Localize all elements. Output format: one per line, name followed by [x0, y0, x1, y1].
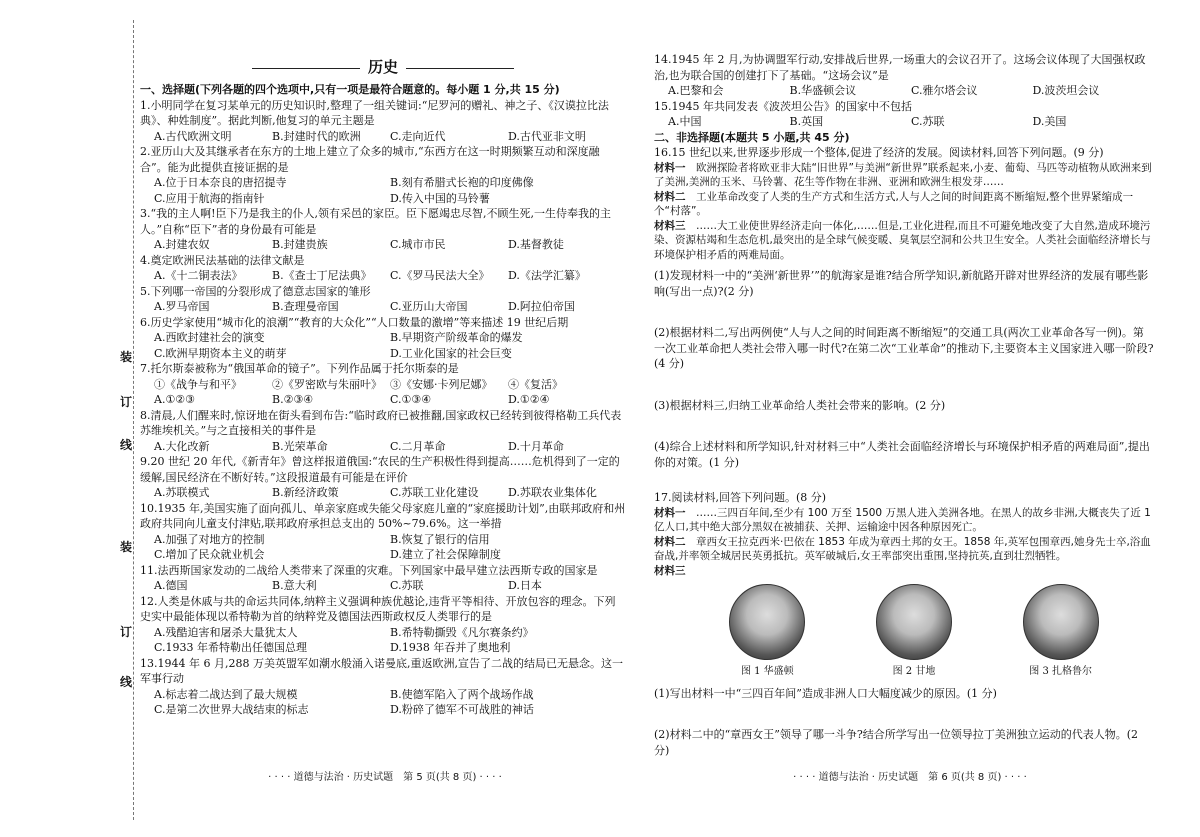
option-b[interactable]: B.查理曼帝国 — [272, 300, 339, 313]
option-b[interactable]: B.英国 — [789, 115, 824, 128]
option-b[interactable]: B.意大利 — [272, 579, 317, 592]
question-stem: 8.清晨,人们醒来时,惊讶地在街头看到布告:“临时政府已被推翻,国家政权已经转到彼得格勒工兵代表苏维埃机关。”与之直接相关的事件是 — [140, 408, 622, 437]
option-d[interactable]: D.波茨坦会议 — [1032, 84, 1100, 97]
binding-char: 线 — [119, 675, 132, 689]
option-d[interactable]: D.基督教徒 — [508, 238, 564, 251]
work-item: ④《复活》 — [508, 377, 563, 391]
option-b[interactable]: B.希特勒撕毁《凡尔赛条约》 — [390, 625, 534, 639]
sub-question: (2)材料二中的“章西女王”领导了哪一斗争?结合所学写出一位领导拉丁美洲独立运动的代表人物。(2 分) — [654, 728, 1139, 757]
question-stem: 14.1945 年 2 月,为协调盟军行动,安排战后世界,一场重大的会议召开了。这场会议体现了大国强权政治,也为联合国的创建打下了基础。“这场会议”是 — [654, 53, 1146, 82]
work-item: ②《罗密欧与朱丽叶》 — [272, 377, 382, 391]
material — [654, 190, 1154, 219]
option-b[interactable]: B.《查士丁尼法典》 — [272, 269, 372, 282]
page-footer: · · · · 道德与法治 · 历史试题 第 6 页(共 8 页) · · · · — [793, 772, 1027, 783]
material-label: 材料二 — [654, 535, 686, 548]
option-list — [654, 83, 1154, 99]
question-item — [140, 594, 626, 656]
option-list — [140, 299, 626, 315]
option-d[interactable]: D.粉碎了德军不可战胜的神话 — [390, 703, 534, 716]
question-stem: 6.历史学家使用“城市化的浪潮”“教育的大众化”“人口数量的激增”等来描述 19 世纪后期 — [140, 315, 569, 329]
question-16 — [654, 145, 1154, 470]
question-list — [654, 52, 1154, 130]
option-list — [140, 687, 626, 718]
question-item — [140, 454, 626, 501]
material — [654, 535, 1154, 564]
sub-question: (1)写出材料一中“三四百年间”造成非洲人口大幅度减少的原因。(1 分) — [654, 686, 997, 700]
title-rule — [406, 68, 514, 69]
option-list — [140, 485, 626, 501]
question-stem: 12.人类是休戚与共的命运共同体,纳粹主义强调种族优越论,违背平等相待、开放包容的理念。下列史实中最能体现以希特勒为首的纳粹党及德国法西斯政权反人类罪行的是 — [140, 594, 616, 623]
option-a[interactable]: A.苏联模式 — [154, 486, 210, 499]
option-d[interactable]: D.工业化国家的社会巨变 — [390, 346, 512, 360]
option-d[interactable]: D.十月革命 — [508, 439, 564, 453]
option-c[interactable]: C.1933 年希特勒出任德国总理 — [154, 641, 308, 654]
option-b[interactable]: B.华盛顿会议 — [789, 84, 857, 97]
question-stem: 4.奠定欧洲民法基础的法律文献是 — [140, 253, 305, 267]
question-item — [140, 144, 626, 206]
portrait-row — [654, 578, 1154, 680]
question-stem: 7.托尔斯泰被称为“俄国革命的镜子”。下列作品属于托尔斯泰的是 — [140, 362, 459, 375]
option-list — [140, 532, 626, 563]
option-c[interactable]: C.《罗马民法大全》 — [390, 269, 490, 282]
option-a[interactable]: A.①②③ — [154, 393, 196, 406]
material-text: ……三四百年间,至少有 100 万至 1500 万黑人进入美洲各地。在黑人的故乡非洲,大概丧失了近 1 亿人口,其中绝大部分黑奴在被捕获、关押、运输途中因各种原因死亡。 — [654, 506, 1151, 533]
portrait-caption: 图 2 甘地 — [892, 666, 936, 677]
question-item — [140, 253, 626, 284]
title-row — [140, 58, 626, 78]
question-item — [140, 361, 626, 408]
option-c[interactable]: C.是第二次世界大战结束的标志 — [154, 703, 309, 716]
page-footer: · · · · 道德与法治 · 历史试题 第 5 页(共 8 页) · · · · — [268, 772, 502, 783]
option-b[interactable]: B.光荣革命 — [272, 439, 328, 453]
option-a[interactable]: A.封建农奴 — [154, 238, 210, 251]
option-a[interactable]: A.古代欧洲文明 — [154, 129, 232, 143]
option-c[interactable]: C.①③④ — [390, 393, 432, 406]
portrait-gandhi — [854, 584, 974, 680]
portrait-washington — [707, 584, 827, 680]
question-stem: 3.“我的主人啊!臣下乃是我主的仆人,领有采邑的家臣。臣下愿竭忠尽智,不顾生死,一生侍奉我的主人。”自称“臣下”者的身份最有可能是 — [140, 207, 612, 236]
option-list — [140, 129, 626, 145]
option-a[interactable]: A.德国 — [154, 579, 188, 592]
question-stem: 5.下列哪一帝国的分裂形成了德意志国家的雏形 — [140, 284, 371, 298]
option-c[interactable]: C.亚历山大帝国 — [390, 300, 468, 313]
material-label: 材料三 — [654, 564, 686, 577]
question-stem: 9.20 世纪 20 年代,《新青年》曾这样报道俄国:“农民的生产积极性得到提高……危机得到了一定的缓解,国民经济在不断好转。”这段报道最有可能是在评价 — [140, 455, 620, 484]
option-list — [140, 625, 626, 656]
sub-question: (2)根据材料二,写出两例使“人与人之间的时间距离不断缩短”的交通工具(两次工业革命各写一例)。第一次工业革命把人类社会带入哪一时代?在第二次“工业革命”的推动下,主要资本主义国家进入哪一阶段?(4 分) — [654, 326, 1154, 370]
option-b[interactable]: B.早期资产阶级革命的爆发 — [390, 331, 523, 344]
option-a[interactable]: A.中国 — [668, 115, 702, 128]
option-c[interactable]: C.增加了民众就业机会 — [154, 548, 265, 561]
question-item — [140, 408, 626, 455]
option-list — [654, 114, 1154, 130]
option-b[interactable]: B.封建时代的欧洲 — [272, 129, 361, 143]
option-a[interactable]: A.标志着二战达到了最大规模 — [154, 687, 298, 701]
option-d[interactable]: D.《法学汇纂》 — [508, 269, 586, 282]
binding-char: 装 — [119, 350, 132, 364]
question-stem: 2.亚历山大及其继承者在东方的土地上建立了众多的城市,“东西方在这一时期频繁互动和深度融合”。能为此提供直接证据的是 — [140, 145, 600, 174]
option-list — [140, 237, 626, 253]
question-stem: 15.1945 年共同发表《波茨坦公告》的国家中不包括 — [654, 99, 912, 113]
material — [654, 161, 1154, 190]
option-c[interactable]: C.雅尔塔会议 — [911, 84, 978, 97]
option-a[interactable]: A.位于日本奈良的唐招提寺 — [154, 176, 287, 189]
option-b[interactable]: B.封建贵族 — [272, 238, 328, 251]
option-a[interactable]: A.巴黎和会 — [668, 84, 724, 97]
portrait-zaghlul — [1001, 584, 1121, 680]
question-item — [140, 98, 626, 145]
option-d[interactable]: D.阿拉伯帝国 — [508, 300, 575, 313]
question-stem: 1.小明同学在复习某单元的历史知识时,整理了一组关键词:“尼罗河的赠礼、神之子、《汉谟拉比法典》、种姓制度”。据此判断,他复习的单元主题是 — [140, 98, 609, 127]
option-a[interactable]: A.《十二铜表法》 — [154, 269, 243, 282]
option-c[interactable]: C.苏联 — [390, 579, 424, 592]
question-item — [654, 52, 1154, 99]
sub-question: (3)根据材料三,归纳工业革命给人类社会带来的影响。(2 分) — [654, 398, 946, 412]
option-d[interactable]: D.①②④ — [508, 393, 550, 406]
question-list — [140, 98, 626, 718]
option-a[interactable]: A.残酷迫害和屠杀大量犹太人 — [154, 625, 298, 639]
binding-char: 装 — [119, 540, 132, 554]
option-list — [140, 268, 626, 284]
option-a[interactable]: A.大化改新 — [154, 439, 210, 453]
option-a[interactable]: A.西欧封建社会的演变 — [154, 331, 265, 344]
question-item — [654, 99, 1154, 130]
question-item — [140, 656, 626, 718]
material — [654, 506, 1154, 535]
work-list — [140, 377, 626, 393]
option-c[interactable]: C.苏联工业化建设 — [390, 486, 479, 499]
binding-char: 订 — [119, 395, 132, 409]
question-17 — [654, 490, 1154, 758]
option-d[interactable]: D.美国 — [1032, 115, 1067, 128]
question-item — [140, 501, 626, 563]
option-b[interactable]: B.刻有希腊式长袍的印度佛像 — [390, 176, 534, 189]
option-b[interactable]: B.恢复了银行的信用 — [390, 532, 490, 546]
material-label: 材料一 — [654, 506, 686, 519]
question-stem: 11.法西斯国家发动的二战给人类带来了深重的灾难。下列国家中最早建立法西斯专政的国家是 — [140, 563, 598, 577]
option-d[interactable]: D.1938 年吞并了奥地利 — [390, 641, 511, 654]
material — [654, 564, 1154, 579]
question-item — [140, 206, 626, 253]
option-list — [140, 578, 626, 594]
page-title: 历史 — [367, 58, 398, 77]
question-item — [140, 284, 626, 315]
material-text: 章西女王拉克西米·巴依在 1853 年成为章西土邦的女王。1858 年,英军包围章西,她身先士卒,浴血奋战,并率领全城居民英勇抵抗。英军破城后,女王率部突出重围,坚持抗英,直到壮烈牺牲。 — [654, 535, 1151, 562]
section-heading: 一、选择题(下列各题的四个选项中,只有一项是最符合题意的。每小题 1 分,共 15 分) — [140, 83, 560, 96]
option-b[interactable]: B.使德军陷入了两个战场作战 — [390, 687, 534, 701]
option-a[interactable]: A.加强了对地方的控制 — [154, 532, 265, 546]
work-item: ①《战争与和平》 — [154, 377, 242, 391]
right-page — [654, 52, 1154, 774]
option-c[interactable]: C.二月革命 — [390, 439, 446, 453]
section-heading: 二、非选择题(本题共 5 小题,共 45 分) — [654, 130, 850, 144]
option-d[interactable]: D.苏联农业集体化 — [508, 486, 597, 499]
binding-char: 订 — [119, 625, 132, 639]
option-b[interactable]: B.新经济政策 — [272, 486, 339, 499]
material-label: 材料二 — [654, 190, 686, 203]
portrait-image — [876, 584, 952, 660]
binding-char: 线 — [119, 438, 132, 452]
portrait-caption: 图 1 华盛顿 — [740, 666, 794, 677]
material-text: 欧洲探险者将欧亚非大陆“旧世界”与美洲“新世界”联系起来,小麦、葡萄、马匹等动植物从欧洲来到了美洲,美洲的玉米、马铃薯、花生等作物在非洲、亚洲和欧洲生根发芽…… — [654, 161, 1152, 188]
material — [654, 219, 1154, 263]
question-stem: 17.阅读材料,回答下列问题。(8 分) — [654, 491, 827, 504]
sub-question: (1)发现材料一中的“美洲‘新世界’”的航海家是谁?结合所学知识,新航路开辟对世界经济的发展有哪些影响(写出一点)?(2 分) — [654, 269, 1149, 298]
option-b[interactable]: B.②③④ — [272, 393, 314, 406]
option-c[interactable]: C.走向近代 — [390, 129, 446, 143]
option-list — [140, 330, 626, 361]
option-d[interactable]: D.古代亚非文明 — [508, 129, 586, 143]
portrait-image — [1023, 584, 1099, 660]
option-list — [140, 392, 626, 408]
option-list — [140, 439, 626, 455]
option-a[interactable]: A.罗马帝国 — [154, 300, 210, 313]
sub-question: (4)综合上述材料和所学知识,针对材料三中“人类社会面临经济增长与环境保护相矛盾的两难局面”,提出你的对策。(1 分) — [654, 440, 1150, 469]
portrait-caption: 图 3 扎格鲁尔 — [1029, 666, 1092, 677]
question-stem: 13.1944 年 6 月,288 万美英盟军如潮水般涌入诺曼底,重返欧洲,宣告了二战的结局已无悬念。这一军事行动 — [140, 656, 623, 685]
option-d[interactable]: D.建立了社会保障制度 — [390, 548, 501, 561]
question-stem: 10.1935 年,美国实施了面向孤儿、单亲家庭或失能父母家庭儿童的“家庭援助计划”,由联邦政府和州政府共同向儿童支付津贴,联邦政府承担总支出的 50%~79.6%。这一举措 — [140, 501, 626, 530]
title-rule — [252, 68, 360, 69]
question-item — [140, 563, 626, 594]
option-list — [140, 175, 626, 206]
option-c[interactable]: C.城市市民 — [390, 238, 446, 251]
option-c[interactable]: C.苏联 — [911, 115, 945, 128]
option-c[interactable]: C.应用于航海的指南针 — [154, 191, 265, 205]
binding-line — [112, 20, 134, 820]
option-d[interactable]: D.日本 — [508, 579, 542, 592]
left-page — [140, 52, 626, 774]
question-item — [140, 315, 626, 362]
material-text: ……大工业使世界经济走向一体化,……但是,工业化进程,而且不可避免地改变了大自然,造成环境污染、资源枯竭和生态危机,最突出的是全球气候变暖、臭氧层空洞和公共卫生安全。人类社会面临经济增长与环境保护相矛盾的两难局面。 — [654, 219, 1151, 261]
material-label: 材料一 — [654, 161, 686, 174]
material-text: 工业革命改变了人类的生产方式和生活方式,人与人之间的时间距离不断缩短,整个世界紧缩成一个“村落”。 — [654, 190, 1134, 217]
option-c[interactable]: C.欧洲早期资本主义的萌芽 — [154, 346, 287, 360]
portrait-image — [729, 584, 805, 660]
work-item: ③《安娜·卡列尼娜》 — [390, 377, 493, 391]
question-stem: 16.15 世纪以来,世界逐步形成一个整体,促进了经济的发展。阅读材料,回答下列问题。(9 分) — [654, 146, 1104, 159]
option-d[interactable]: D.传入中国的马铃薯 — [390, 191, 490, 205]
material-label: 材料三 — [654, 219, 686, 232]
